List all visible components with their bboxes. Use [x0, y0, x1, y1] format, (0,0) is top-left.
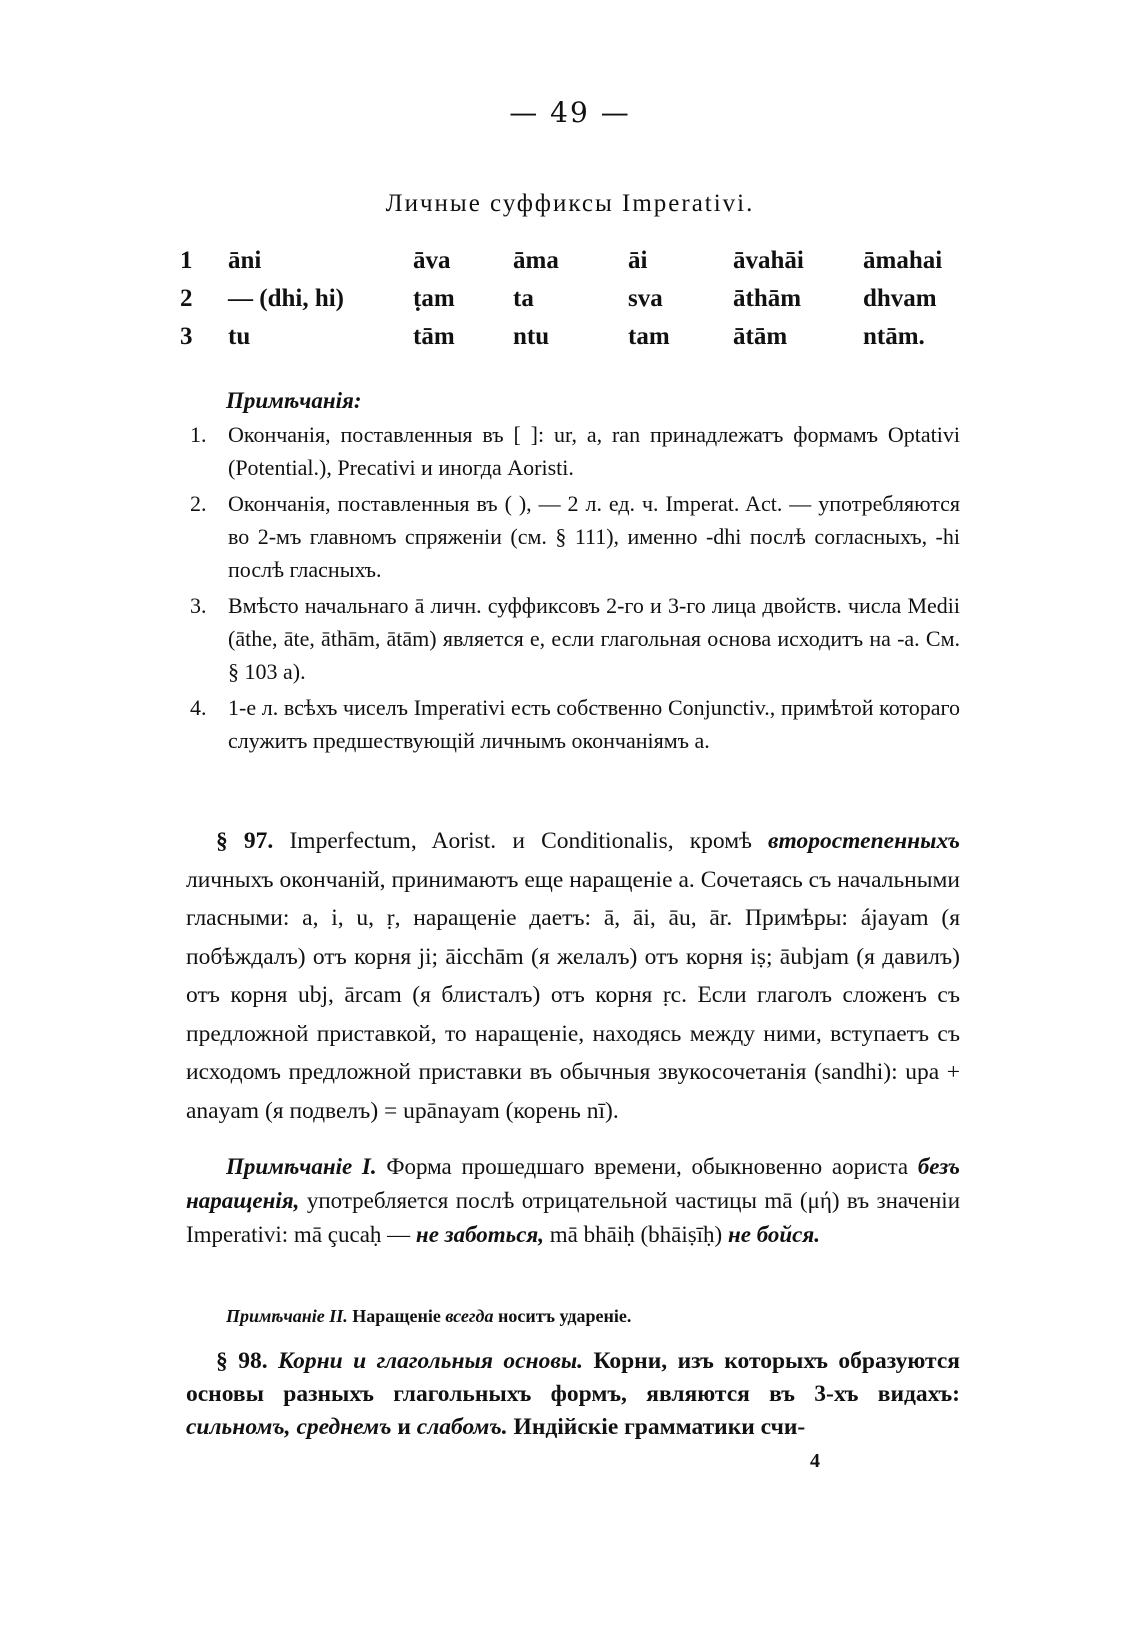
- list-item: [190, 691, 960, 757]
- note-number: 4.: [190, 695, 207, 720]
- notes-heading: Примѣчанія:: [226, 388, 362, 413]
- remark-1: [186, 1150, 960, 1252]
- table-cell: āva: [413, 247, 451, 274]
- table-cell: āni: [228, 247, 262, 274]
- list-item: [190, 589, 960, 688]
- remark-text: mā bhāiḥ (bhāiṣīḥ): [549, 1222, 723, 1247]
- remark-text: Форма прошедшаго времени, обыкновенно аориста: [386, 1154, 909, 1179]
- table-cell: 1: [180, 247, 193, 274]
- table-cell: ātām: [733, 323, 788, 350]
- remark-text: Наращеніе: [352, 1306, 441, 1326]
- table-cell: āvahāi: [733, 247, 804, 274]
- paragraph-text: Imperfectum, Aorist. и Conditionalis, кромѣ: [289, 828, 752, 854]
- signature-mark: 4: [810, 1450, 820, 1472]
- notes-list: [190, 418, 960, 760]
- note-text: Вмѣсто начальнаго ā личн. суффиксовъ 2-го и 3-го лица двойств. числа Medii (āthe, āte, āthām, ātām) является e, если глагольная основа исходитъ на -a. См. § 103 a).: [228, 593, 960, 684]
- paragraph-98: [186, 1345, 960, 1444]
- list-item: [190, 487, 960, 586]
- table-cell: āthām: [733, 285, 802, 312]
- paragraph-text: личныхъ окончаній, принимаютъ еще наращеніе a. Сочетаясь съ начальными гласными: a, i, u, ṛ, наращеніе даетъ: ā, āi, āu, ār. Примѣры: ájayam (я побѣждалъ) отъ корня ji; āicchām (я желалъ) отъ корня iṣ; āubjam (я давилъ) отъ корня ubj, ārcam (я блисталъ) отъ корня ṛc. Если глаголъ сложенъ съ предложной приставкой, то наращеніе, находясь между ними, вступаетъ съ исходомъ предложной приставки въ обычныя звукосочетанія (sandhi): upa + anayam (я подвелъ) = upānayam (корень nī).: [186, 866, 960, 1124]
- table-cell: — (dhi, hi): [228, 285, 345, 312]
- paragraph-text: Корни, изъ которыхъ образуются основы разныхъ глагольныхъ формъ, являются въ 3-хъ видахъ:: [186, 1348, 961, 1407]
- note-text: Окончанія, поставленныя въ [ ]: ur, a, ran принадлежатъ формамъ Optativi (Potential.), Precativi и иногда Aoristi.: [228, 422, 960, 480]
- paragraph-italic: слабомъ.: [416, 1414, 508, 1440]
- table-cell: 2: [180, 285, 193, 312]
- remark-italic: не бойся.: [727, 1222, 820, 1247]
- table-cell: āmahai: [863, 247, 943, 274]
- suffix-table: [180, 242, 963, 356]
- table-row: [180, 318, 963, 356]
- table-cell: tām: [413, 323, 455, 350]
- note-text: Окончанія, поставленныя въ ( ), — 2 л. ед. ч. Imperat. Act. — употребляются во 2-мъ главномъ спряженіи (см. § 111), именно -dhi послѣ согласныхъ, -hi послѣ гласныхъ.: [228, 491, 960, 582]
- table-cell: āi: [628, 247, 648, 274]
- remark-label: Примѣчаніе I.: [226, 1154, 377, 1179]
- remark-label: Примѣчаніе II.: [226, 1306, 348, 1326]
- paragraph-italic: Корни и глагольныя основы.: [278, 1348, 584, 1374]
- list-item: [190, 418, 960, 484]
- table-cell: ntu: [513, 323, 550, 350]
- note-number: 1.: [190, 422, 207, 447]
- table-cell: dhvam: [863, 285, 937, 312]
- section-mark: § 97.: [216, 828, 274, 854]
- paragraph-italic: второстепенныхъ: [768, 828, 961, 854]
- remark-italic: безъ наращенія,: [186, 1154, 960, 1213]
- paragraph-italic: среднемъ: [296, 1414, 392, 1440]
- remark-italic: не заботься,: [415, 1222, 545, 1247]
- table-title: Личные суффиксы Imperativi.: [385, 190, 755, 217]
- note-number: 3.: [190, 593, 207, 618]
- table-cell: āma: [513, 247, 559, 274]
- table-row: [180, 242, 963, 280]
- table-cell: tu: [228, 323, 251, 350]
- page-number: — 49 —: [509, 96, 631, 129]
- table-cell: tam: [628, 323, 670, 350]
- remark-text: употребляется послѣ отрицательной частицы mā (μή) въ значеніи Imperativi: mā çucaḥ —: [186, 1188, 960, 1247]
- table-row: [180, 280, 963, 318]
- remark-2: [226, 1306, 960, 1327]
- table-cell: 3: [180, 323, 193, 350]
- paragraph-italic: сильномъ,: [186, 1414, 291, 1440]
- paragraph-text: и: [397, 1414, 411, 1440]
- table-cell: ṭam: [413, 285, 455, 312]
- note-text: 1-е л. всѣхъ чиселъ Imperativi есть собственно Conjunctiv., примѣтой котораго служитъ предшествующій личнымъ окончаніямъ a.: [228, 695, 960, 753]
- table-cell: ntām.: [863, 323, 925, 350]
- table-cell: sva: [628, 285, 663, 312]
- paragraph-97: [186, 822, 960, 1130]
- paragraph-text: Индійскіе грамматики счи-: [513, 1414, 806, 1440]
- note-number: 2.: [190, 491, 207, 516]
- remark-italic: всегда: [445, 1306, 494, 1326]
- remark-text: носитъ удареніе.: [497, 1306, 632, 1326]
- table-cell: ta: [513, 285, 534, 312]
- section-mark: § 98.: [216, 1348, 268, 1374]
